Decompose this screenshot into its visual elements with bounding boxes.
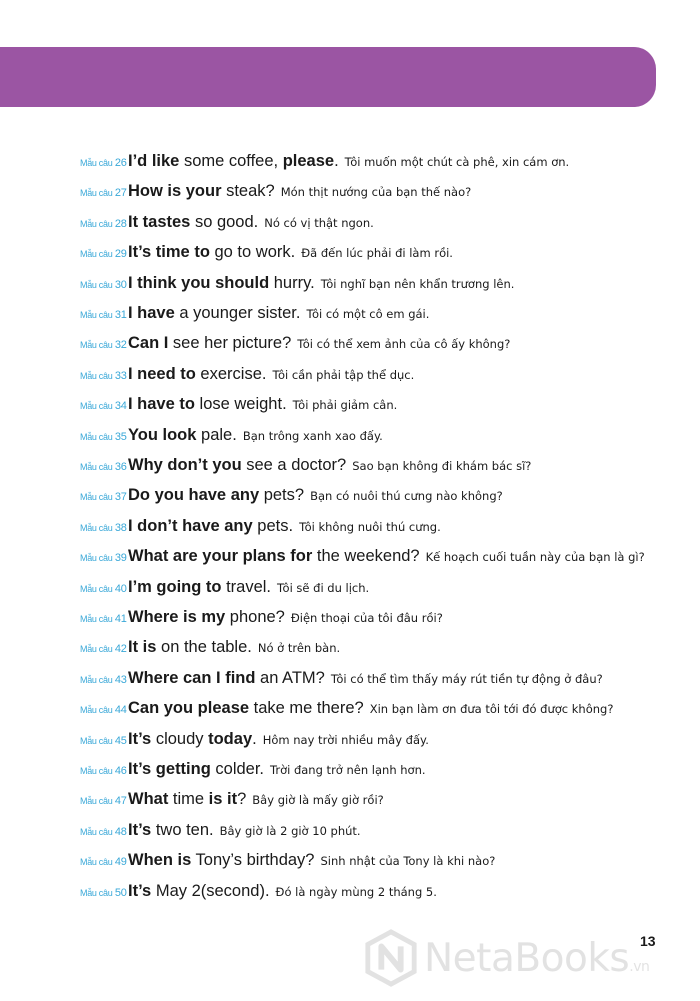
vietnamese-translation: Tôi không nuôi thú cưng. bbox=[299, 519, 441, 534]
key-pattern: It’s bbox=[128, 820, 152, 839]
english-sentence bbox=[128, 152, 339, 171]
pattern-number-label: Mẫu câu bbox=[80, 735, 113, 746]
key-pattern: It tastes bbox=[128, 212, 191, 231]
pattern-number-label: Mẫu câu bbox=[80, 553, 113, 564]
english-sentence bbox=[128, 699, 364, 718]
key-pattern: Why don’t you bbox=[128, 456, 242, 474]
english-sentence bbox=[128, 669, 325, 688]
vietnamese-translation: Tôi muốn một chút cà phê, xin cám ơn. bbox=[344, 155, 570, 169]
key-pattern: is it bbox=[208, 790, 238, 809]
english-sentence bbox=[128, 486, 304, 505]
pattern-number-label: Mẫu câu bbox=[80, 370, 113, 381]
sentence-text: . bbox=[334, 152, 339, 170]
pattern-number-value: 40 bbox=[114, 582, 127, 595]
phrase-row bbox=[0, 304, 700, 334]
pattern-number-value: 43 bbox=[114, 673, 127, 686]
key-pattern: I’m going to bbox=[128, 577, 222, 596]
sentence-text: see a doctor? bbox=[241, 456, 347, 474]
english-sentence bbox=[128, 456, 346, 475]
english-sentence bbox=[128, 243, 295, 262]
key-pattern: It’s getting bbox=[128, 760, 211, 778]
key-pattern: Can you please bbox=[128, 699, 250, 718]
pattern-number-label: Mẫu câu bbox=[80, 492, 113, 503]
phrase-row bbox=[0, 365, 700, 395]
pattern-number-label: Mẫu câu bbox=[80, 310, 113, 320]
pattern-number bbox=[80, 795, 128, 807]
pattern-number bbox=[80, 887, 128, 899]
pattern-number bbox=[80, 370, 128, 382]
pattern-number bbox=[80, 826, 128, 838]
phrase-row bbox=[0, 334, 700, 364]
phrase-row bbox=[0, 547, 700, 577]
vietnamese-translation: Sao bạn không đi khám bác sĩ? bbox=[352, 459, 532, 473]
pattern-number bbox=[80, 187, 128, 199]
key-pattern: What bbox=[128, 790, 169, 809]
phrase-row bbox=[0, 182, 700, 212]
pattern-number bbox=[80, 157, 128, 169]
key-pattern: What are your plans for bbox=[128, 547, 313, 566]
english-sentence bbox=[128, 395, 287, 414]
pattern-number-label: Mẫu câu bbox=[80, 462, 113, 472]
key-pattern: I need to bbox=[128, 364, 196, 383]
key-pattern: It’s time to bbox=[128, 243, 210, 262]
pattern-number-label: Mẫu câu bbox=[80, 644, 113, 655]
key-pattern: Where is my bbox=[128, 608, 226, 626]
vietnamese-translation: Kế hoạch cuối tuần này của bạn là gì? bbox=[425, 550, 645, 565]
english-sentence bbox=[128, 578, 271, 597]
sentence-text: time bbox=[168, 790, 209, 809]
sentence-text: take me there? bbox=[249, 699, 364, 718]
phrase-row bbox=[0, 395, 700, 425]
sentence-text: cloudy bbox=[151, 729, 209, 748]
phrase-row bbox=[0, 730, 700, 760]
english-sentence bbox=[128, 426, 237, 445]
english-sentence bbox=[128, 882, 270, 901]
pattern-number-label: Mẫu câu bbox=[80, 249, 113, 260]
sentence-text: a younger sister. bbox=[174, 304, 301, 322]
pattern-number bbox=[80, 704, 128, 716]
pattern-number-value: 44 bbox=[114, 704, 127, 717]
phrase-row bbox=[0, 821, 700, 851]
vietnamese-translation: Tôi phải giảm cân. bbox=[292, 398, 398, 413]
pattern-number-label: Mẫu câu bbox=[80, 279, 113, 290]
pattern-number-value: 28 bbox=[114, 217, 127, 230]
vietnamese-translation: Tôi cần phải tập thể dục. bbox=[272, 367, 415, 382]
vietnamese-translation: Bây giờ là 2 giờ 10 phút. bbox=[219, 823, 361, 838]
pattern-number-value: 50 bbox=[114, 886, 127, 899]
pattern-number-value: 32 bbox=[114, 339, 127, 352]
watermark-suffix: .vn bbox=[629, 958, 650, 975]
sentence-text: steak? bbox=[221, 182, 275, 201]
vietnamese-translation: Tôi nghĩ bạn nên khẩn trương lên. bbox=[320, 276, 515, 291]
phrase-row bbox=[0, 213, 700, 243]
phrase-row bbox=[0, 152, 700, 182]
pattern-number-label: Mẫu câu bbox=[80, 431, 113, 442]
pattern-number bbox=[80, 613, 128, 625]
english-sentence bbox=[128, 304, 300, 323]
phrase-row bbox=[0, 669, 700, 699]
phrase-row bbox=[0, 882, 700, 912]
phrase-row bbox=[0, 608, 700, 638]
watermark-text bbox=[424, 936, 649, 981]
sentence-text: hurry. bbox=[269, 273, 315, 292]
key-pattern: When is bbox=[128, 851, 192, 870]
pattern-number-value: 30 bbox=[114, 278, 127, 291]
pattern-number-value: 47 bbox=[114, 795, 127, 808]
vietnamese-translation: Tôi sẽ đi du lịch. bbox=[277, 580, 370, 595]
pattern-number-value: 33 bbox=[114, 369, 127, 382]
pattern-number-label: Mẫu câu bbox=[80, 766, 113, 776]
pattern-number-label: Mẫu câu bbox=[80, 705, 113, 716]
key-pattern: You look bbox=[128, 425, 197, 444]
key-pattern: Where can I find bbox=[128, 668, 256, 687]
english-sentence bbox=[128, 760, 264, 779]
key-pattern: today bbox=[208, 729, 253, 748]
key-pattern: please bbox=[282, 152, 335, 170]
pattern-number-label: Mẫu câu bbox=[80, 522, 113, 533]
phrase-row bbox=[0, 486, 700, 516]
phrase-row bbox=[0, 851, 700, 881]
key-pattern: It’s bbox=[128, 881, 152, 900]
pattern-number bbox=[80, 309, 128, 321]
key-pattern: I have to bbox=[128, 395, 195, 414]
sentence-text: the weekend? bbox=[312, 547, 420, 566]
vietnamese-translation: Bây giờ là mấy giờ rồi? bbox=[252, 793, 384, 808]
watermark-brand: NetaBooks bbox=[424, 935, 630, 981]
key-pattern: How is your bbox=[128, 182, 222, 201]
key-pattern: It’s bbox=[128, 729, 152, 748]
vietnamese-translation: Xin bạn làm ơn đưa tôi tới đó được không? bbox=[369, 702, 614, 717]
sentence-text: colder. bbox=[210, 760, 265, 778]
pattern-number bbox=[80, 583, 128, 595]
pattern-number-label: Mẫu câu bbox=[80, 401, 113, 412]
pattern-number-label: Mẫu câu bbox=[80, 674, 113, 685]
phrase-row bbox=[0, 517, 700, 547]
english-sentence bbox=[128, 365, 266, 384]
english-sentence bbox=[128, 547, 420, 566]
sentence-text: see her picture? bbox=[168, 334, 292, 353]
key-pattern: It is bbox=[128, 638, 157, 657]
english-sentence bbox=[128, 274, 315, 293]
pattern-number-label: Mẫu câu bbox=[80, 887, 113, 898]
pattern-number-label: Mẫu câu bbox=[80, 796, 113, 807]
vietnamese-translation: Hôm nay trời nhiều mây đấy. bbox=[262, 732, 429, 747]
pattern-number-value: 27 bbox=[114, 187, 127, 200]
vietnamese-translation: Món thịt nướng của bạn thế nào? bbox=[280, 185, 472, 200]
pattern-number bbox=[80, 218, 128, 230]
pattern-number-label: Mẫu câu bbox=[80, 340, 113, 351]
pattern-number bbox=[80, 552, 128, 564]
english-sentence bbox=[128, 638, 252, 657]
sentence-text: pets? bbox=[259, 486, 305, 505]
pattern-number bbox=[80, 674, 128, 686]
english-sentence bbox=[128, 213, 258, 232]
pattern-number-label: Mẫu câu bbox=[80, 188, 113, 199]
pattern-number-label: Mẫu câu bbox=[80, 218, 113, 229]
pattern-number-value: 41 bbox=[114, 613, 127, 625]
pattern-number bbox=[80, 765, 128, 777]
sentence-text: an ATM? bbox=[255, 668, 325, 687]
english-sentence bbox=[128, 790, 246, 809]
header-band bbox=[0, 47, 656, 107]
english-sentence bbox=[128, 182, 275, 201]
pattern-number-label: Mẫu câu bbox=[80, 158, 113, 168]
vietnamese-translation: Trời đang trở nên lạnh hơn. bbox=[270, 763, 426, 777]
sentence-text: pets. bbox=[252, 516, 294, 535]
pattern-number-value: 45 bbox=[114, 734, 127, 747]
key-pattern: I’d like bbox=[128, 152, 180, 170]
english-sentence bbox=[128, 730, 257, 749]
vietnamese-translation: Nó ở trên bàn. bbox=[257, 641, 341, 656]
vietnamese-translation: Tôi có thể tìm thấy máy rút tiền tự động ở đâu? bbox=[330, 671, 603, 686]
vietnamese-translation: Tôi có một cô em gái. bbox=[306, 307, 430, 321]
pattern-number bbox=[80, 339, 128, 351]
english-sentence bbox=[128, 517, 293, 536]
vietnamese-translation: Điện thoại của tôi đâu rồi? bbox=[290, 611, 443, 625]
phrase-row bbox=[0, 790, 700, 820]
sentence-text: some coffee, bbox=[179, 152, 283, 170]
phrase-row bbox=[0, 760, 700, 790]
pattern-number bbox=[80, 279, 128, 291]
phrase-row bbox=[0, 699, 700, 729]
pattern-number bbox=[80, 248, 128, 260]
watermark bbox=[362, 928, 649, 988]
pattern-number-label: Mẫu câu bbox=[80, 857, 113, 868]
sentence-text: phone? bbox=[225, 608, 285, 626]
pattern-number bbox=[80, 522, 128, 534]
vietnamese-translation: Bạn có nuôi thú cưng nào không? bbox=[310, 489, 503, 504]
pattern-number-value: 37 bbox=[114, 491, 127, 504]
key-pattern: I don’t have any bbox=[128, 516, 253, 535]
sentence-text: Tony’s birthday? bbox=[191, 851, 315, 870]
pattern-number-value: 48 bbox=[114, 825, 127, 838]
sentence-text: exercise. bbox=[195, 364, 267, 383]
vietnamese-translation: Sinh nhật của Tony là khi nào? bbox=[320, 854, 496, 869]
phrase-row bbox=[0, 274, 700, 304]
pattern-number bbox=[80, 431, 128, 443]
english-sentence bbox=[128, 608, 285, 627]
vietnamese-translation: Bạn trông xanh xao đấy. bbox=[242, 428, 383, 443]
pattern-number bbox=[80, 491, 128, 503]
pattern-number-value: 49 bbox=[114, 856, 127, 869]
pattern-number-value: 39 bbox=[114, 552, 127, 565]
sentence-text: on the table. bbox=[156, 638, 252, 657]
page-number: 13 bbox=[640, 933, 656, 949]
pattern-number-label: Mẫu câu bbox=[80, 826, 113, 837]
pattern-number-value: 35 bbox=[114, 430, 127, 443]
pattern-number bbox=[80, 400, 128, 412]
sentence-text: so good. bbox=[190, 212, 259, 231]
sentence-text: pale. bbox=[196, 425, 237, 444]
sentence-text: lose weight. bbox=[194, 395, 287, 414]
phrase-row bbox=[0, 426, 700, 456]
pattern-number-value: 34 bbox=[114, 400, 127, 413]
pattern-number-value: 38 bbox=[114, 521, 127, 534]
vietnamese-translation: Nó có vị thật ngon. bbox=[264, 215, 374, 230]
pattern-number bbox=[80, 643, 128, 655]
sentence-text: two ten. bbox=[151, 820, 214, 839]
pattern-number-label: Mẫu câu bbox=[80, 614, 113, 624]
pattern-number bbox=[80, 735, 128, 747]
phrase-row bbox=[0, 578, 700, 608]
pattern-number-value: 31 bbox=[114, 309, 127, 321]
key-pattern: I think you should bbox=[128, 273, 270, 292]
pattern-number-value: 42 bbox=[114, 643, 127, 656]
netabooks-logo-icon bbox=[362, 929, 420, 987]
vietnamese-translation: Đó là ngày mùng 2 tháng 5. bbox=[275, 884, 437, 899]
pattern-number-value: 29 bbox=[114, 248, 127, 261]
pattern-number-value: 46 bbox=[114, 765, 127, 777]
sentence-text: travel. bbox=[221, 577, 272, 596]
sentence-text: ? bbox=[237, 790, 247, 809]
pattern-number-value: 26 bbox=[114, 157, 127, 169]
pattern-number bbox=[80, 461, 128, 473]
pattern-number-label: Mẫu câu bbox=[80, 583, 113, 594]
key-pattern: Can I bbox=[128, 334, 169, 353]
english-sentence bbox=[128, 821, 214, 840]
phrase-row bbox=[0, 638, 700, 668]
english-sentence bbox=[128, 851, 314, 870]
key-pattern: Do you have any bbox=[128, 486, 260, 505]
phrase-row bbox=[0, 456, 700, 486]
sentence-text: May 2(second). bbox=[151, 881, 270, 900]
phrase-row bbox=[0, 243, 700, 273]
pattern-number-value: 36 bbox=[114, 461, 127, 473]
vietnamese-translation: Đã đến lúc phải đi làm rồi. bbox=[301, 246, 453, 261]
key-pattern: I have bbox=[128, 304, 175, 322]
english-sentence bbox=[128, 334, 291, 353]
sentence-text: . bbox=[252, 729, 257, 748]
vietnamese-translation: Tôi có thể xem ảnh của cô ấy không? bbox=[297, 337, 511, 352]
sentence-text: go to work. bbox=[209, 243, 296, 262]
pattern-number bbox=[80, 856, 128, 868]
